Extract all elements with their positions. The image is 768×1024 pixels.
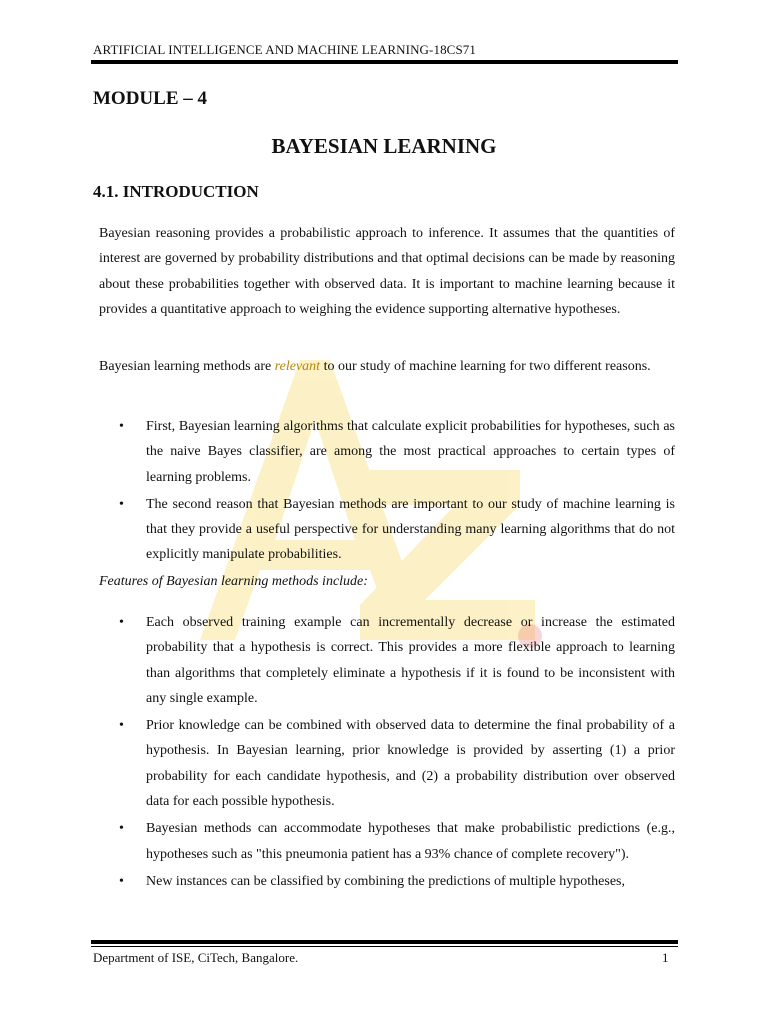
feature-text: Bayesian methods can accommodate hypotheses that make probabilistic predictions (e.g., hypotheses such as "this pneumonia patient has a 93% chance of complete recovery"). xyxy=(146,821,675,862)
reasons-list xyxy=(99,414,675,570)
course-header: ARTIFICIAL INTELLIGENCE AND MACHINE LEARNING-18CS71 xyxy=(93,42,476,57)
bullet-icon: • xyxy=(119,821,124,837)
feature-text: New instances can be classified by combining the predictions of multiple hypotheses, xyxy=(146,873,625,889)
reason-text: The second reason that Bayesian methods are important to our study of machine learning is that they provide a useful perspective for understanding many learning algorithms that do not explicitly manipulate probabilities. xyxy=(146,496,675,563)
features-heading: Features of Bayesian learning methods include: xyxy=(99,574,368,589)
bullet-icon: • xyxy=(119,496,124,512)
section-heading: 4.1. INTRODUCTION xyxy=(93,182,259,201)
reasons-paragraph xyxy=(99,354,675,379)
chapter-title: BAYESIAN LEARNING xyxy=(271,134,497,158)
list-item xyxy=(99,869,675,894)
reasons-text-after: to our study of machine learning for two different reasons. xyxy=(320,359,651,374)
list-item xyxy=(99,610,675,711)
intro-paragraph: Bayesian reasoning provides a probabilistic approach to inference. It assumes that the quantities of interest are governed by probability distributions and that optimal decisions can be made by reasoning about these probabilities together with observed data. It is important to machine learning because it provides a quantitative approach to weighing the evidence supporting alternative hypotheses. xyxy=(99,226,675,317)
bullet-icon: • xyxy=(119,419,124,434)
page-number: 1 xyxy=(662,950,669,965)
list-item xyxy=(99,816,675,867)
bullet-icon: • xyxy=(119,873,124,889)
relevant-emphasis: relevant xyxy=(274,359,321,374)
bullet-icon: • xyxy=(119,718,124,734)
feature-text: Prior knowledge can be combined with observed data to determine the final probability of a hypothesis. In Bayesian learning, prior knowledge is provided by asserting (1) a prior probability for each candidate hypothesis, and (2) a probability distribution over observed data for each possible hypothesis. xyxy=(146,718,675,810)
bullet-icon: • xyxy=(119,615,124,630)
footer-department: Department of ISE, CiTech, Bangalore. xyxy=(93,950,299,965)
reason-text: First, Bayesian learning algorithms that calculate explicit probabilities for hypotheses, such as the naive Bayes classifier, are among the most practical approaches to certain types of learning problems. xyxy=(146,419,675,485)
list-item xyxy=(99,414,675,490)
list-item xyxy=(99,713,675,814)
module-heading: MODULE – 4 xyxy=(93,88,207,109)
footer-rule-thick xyxy=(91,940,678,944)
header-rule xyxy=(91,60,678,64)
footer-rule-thin xyxy=(91,946,678,947)
feature-text: Each observed training example can incrementally decrease or increase the estimated probability that a hypothesis is correct. This provides a more flexible approach to learning than algorithms that completely eliminate a hypothesis if it is found to be inconsistent with any single example. xyxy=(146,615,675,706)
list-item xyxy=(99,492,675,568)
reasons-text-before: Bayesian learning methods are xyxy=(99,359,275,374)
features-list xyxy=(99,610,675,896)
